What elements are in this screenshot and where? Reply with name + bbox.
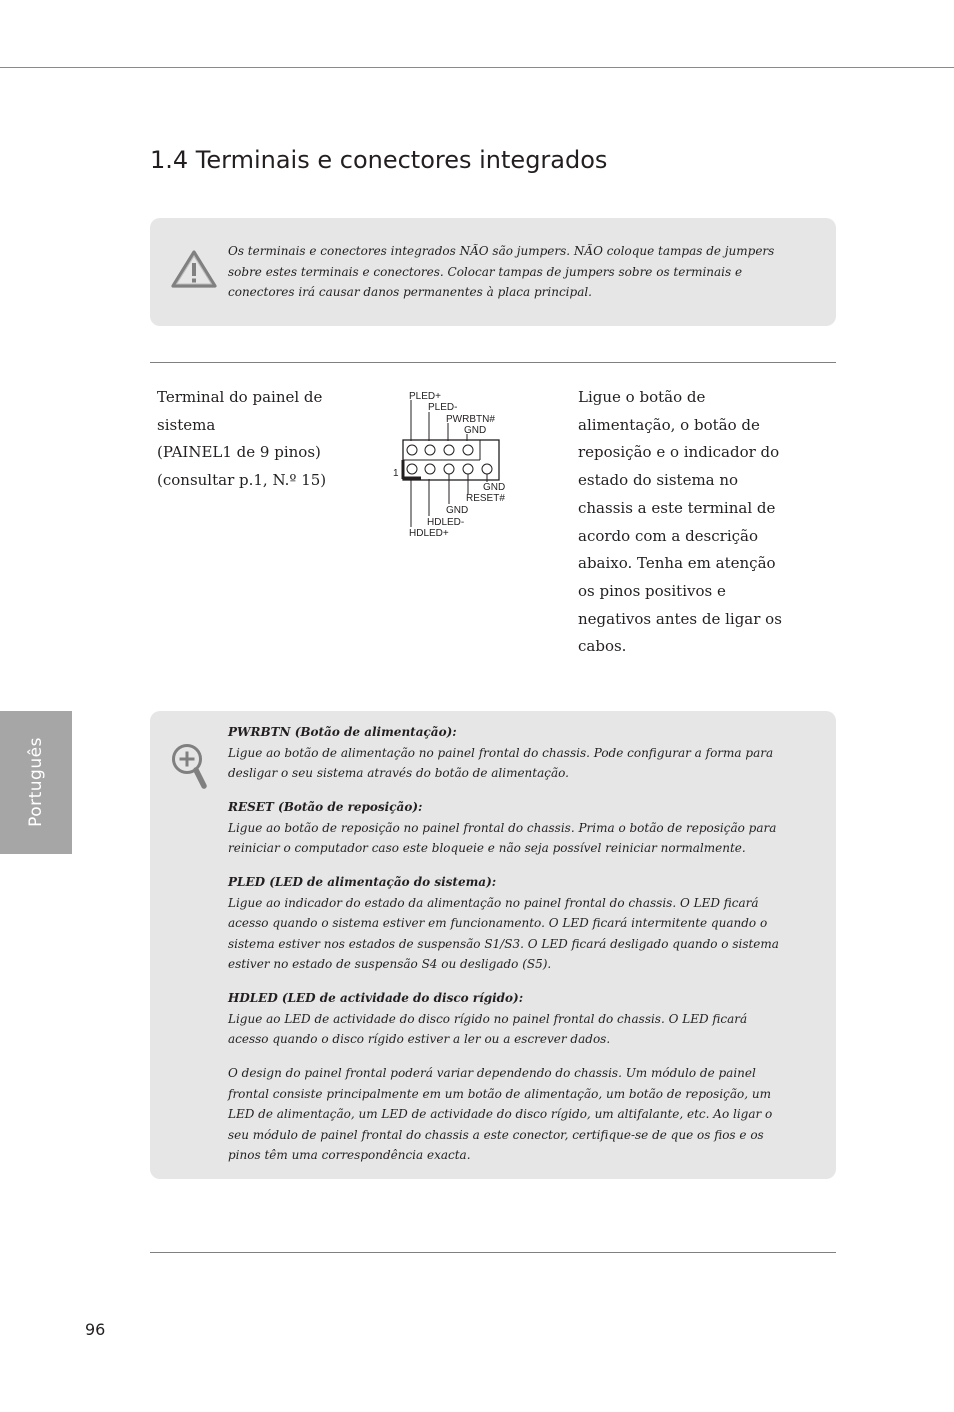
note-item bbox=[228, 988, 788, 1050]
note-desc-pled: Ligue ao indicador do estado da alimentação no painel frontal do chassis. O LED ficará acesso quando o sistema estiver em funcionamento. O LED ficará intermitente quando o sistema estiver nos estados de suspensão S1/S3. O LED ficará desligado quando o sistema estiver no estado de suspensão S4 ou desligado (S5). bbox=[228, 895, 779, 971]
footer-rule bbox=[150, 1252, 836, 1253]
note-item bbox=[228, 797, 788, 859]
page-number: 96 bbox=[85, 1320, 106, 1339]
pin-label-gnd-top: GND bbox=[464, 425, 487, 436]
note-desc-hdled: Ligue ao LED de actividade do disco rígido no painel frontal do chassis. O LED ficará acesso quando o disco rígido estiver a ler ou a escrever dados. bbox=[228, 1011, 748, 1046]
header-pin bbox=[463, 464, 473, 474]
note-text bbox=[228, 722, 788, 1179]
note-term-pled: PLED (LED de alimentação do sistema): bbox=[228, 875, 497, 889]
warning-triangle-icon bbox=[170, 249, 218, 293]
pin-label-gnd-lower: GND bbox=[446, 505, 469, 516]
language-tab bbox=[0, 711, 72, 854]
note-term-reset: RESET (Botão de reposição): bbox=[228, 800, 423, 814]
warning-text: Os terminais e conectores integrados NÃO são jumpers. NÃO coloque tampas de jumpers sobre estes terminais e conectores. Colocar tampas de jumpers sobre os terminais e conectores irá causar danos permanentes à placa principal. bbox=[228, 244, 775, 299]
note-item bbox=[228, 872, 788, 975]
note-desc-reset: Ligue ao botão de reposição no painel frontal do chassis. Prima o botão de reposição para reiniciar o computador caso este bloqueie e não seja possível reiniciar normalmente. bbox=[228, 820, 777, 855]
note-term-hdled: HDLED (LED de actividade do disco rígido): bbox=[228, 991, 524, 1005]
header-pin bbox=[444, 464, 454, 474]
language-tab-label: Português bbox=[26, 737, 46, 827]
pin-label-reset: RESET# bbox=[466, 493, 505, 504]
panel-description: Ligue o botão de alimentação, o botão de reposição e o indicador do estado do sistema no chassis a este terminal de acordo com a descrição abaixo. Tenha em atenção os pinos positivos e negativos antes de ligar os cabos. bbox=[578, 388, 782, 656]
pin-label-pled-plus: PLED+ bbox=[409, 391, 441, 402]
header-pin bbox=[425, 464, 435, 474]
panel-title-line: sistema bbox=[157, 415, 216, 434]
pin1-label: 1 bbox=[393, 468, 399, 479]
panel-title-line: (consultar p.1, N.º 15) bbox=[157, 471, 327, 490]
pin-label-pwrbtn: PWRBTN# bbox=[446, 414, 495, 425]
panel-header-title bbox=[157, 384, 357, 495]
header-pin bbox=[463, 445, 473, 455]
note-box bbox=[150, 711, 836, 1179]
header-pin bbox=[482, 464, 492, 474]
pin-label-hdled-minus: HDLED- bbox=[427, 517, 465, 528]
note-term-pwrbtn: PWRBTN (Botão de alimentação): bbox=[228, 725, 457, 739]
header-rule bbox=[0, 67, 954, 68]
header-pin bbox=[444, 445, 454, 455]
warning-box bbox=[150, 218, 836, 326]
pin-label-hdled-plus: HDLED+ bbox=[409, 528, 449, 539]
header-pin bbox=[425, 445, 435, 455]
pin-label-gnd-bottom: GND bbox=[483, 482, 506, 493]
section-title: 1.4 Terminais e conectores integrados bbox=[150, 146, 608, 174]
section-divider bbox=[150, 362, 836, 363]
panel-pin-diagram bbox=[388, 386, 528, 550]
header-pin bbox=[407, 445, 417, 455]
panel-title-line: (PAINEL1 de 9 pinos) bbox=[157, 443, 321, 462]
pin-label-pled-minus: PLED- bbox=[428, 402, 458, 413]
magnifier-plus-icon bbox=[170, 741, 210, 795]
note-item bbox=[228, 722, 788, 784]
note-closing: O design do painel frontal poderá variar dependendo do chassis. Um módulo de painel frontal consiste principalmente em um botão de alimentação, um botão de reposição, um LED de alimentação, um LED de actividade do disco rígido, um altifalante, etc. Ao ligar o seu módulo de painel frontal do chassis a este conector, certifique-se de que os fios e os pinos têm uma correspondência exacta. bbox=[228, 1066, 773, 1162]
panel-title-line: Terminal do painel de bbox=[157, 388, 323, 406]
header-pin bbox=[407, 464, 417, 474]
note-desc-pwrbtn: Ligue ao botão de alimentação no painel frontal do chassis. Pode configurar a forma para desligar o seu sistema através do botão de alimentação. bbox=[228, 745, 774, 780]
